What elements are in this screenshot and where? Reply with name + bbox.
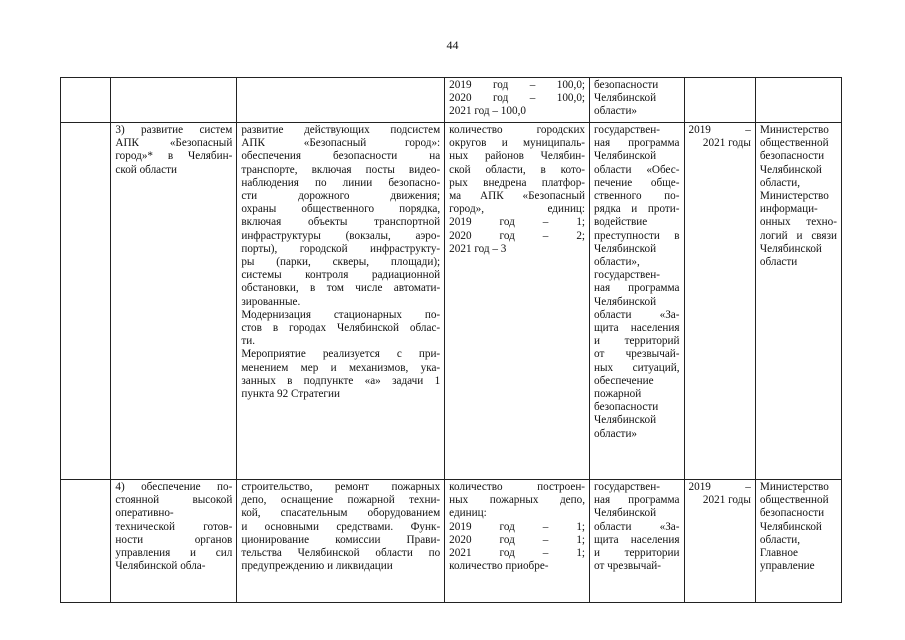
cell-line: 2019 –	[688, 481, 751, 493]
cell-responsible	[755, 480, 841, 603]
cell-line: области»	[594, 105, 638, 118]
cell-line: 4) обеспечение по-	[115, 481, 233, 493]
cell-line: город»* в Челябин-	[115, 150, 233, 163]
cell-line: государствен-	[594, 269, 660, 282]
cell-line: общественной	[759, 494, 829, 507]
cell-line: области,	[759, 176, 801, 189]
cell-line: 2021 год – 100,0	[449, 105, 526, 118]
cell-line: ная программа	[594, 494, 680, 507]
cell-task	[111, 78, 237, 123]
cell-line: 2021 годы	[702, 494, 751, 507]
cell-line: обстановки, в том числе автомати-	[241, 282, 441, 295]
cell-line: развитие действующих подсистем	[241, 124, 441, 136]
table-row	[61, 123, 842, 480]
cell-line: 2021 годы	[702, 137, 751, 150]
cell-line: водействие	[594, 216, 648, 229]
cell-line: 2020 год – 2;	[449, 229, 586, 242]
cell-line: 2019 год – 1;	[449, 520, 586, 533]
cell-task	[111, 123, 237, 480]
cell-line: области «За-	[594, 520, 680, 533]
cell-line: преступности в	[594, 229, 680, 242]
cell-line: ры (парки, скверы, площади);	[241, 256, 441, 269]
cell-line: области»,	[594, 256, 640, 269]
cell-line: области	[759, 256, 798, 269]
cell-line: охраны общественного порядка,	[241, 203, 441, 216]
cell-line: и территорий	[594, 335, 680, 348]
cell-line: Челябинской	[594, 150, 657, 163]
cell-line: предупреждению и ликвидации	[241, 560, 393, 573]
cell-indicators	[445, 480, 590, 603]
cell-indicators	[445, 78, 590, 123]
table-row	[61, 480, 842, 603]
cell-line: безопасности	[594, 401, 659, 414]
cell-line: ти.	[241, 335, 256, 348]
cell-line: ных ситуаций,	[594, 361, 680, 374]
cell-line: тельства Челябинской области по	[241, 547, 441, 560]
cell-line: Челябинской	[759, 242, 822, 255]
cell-measures	[237, 123, 445, 480]
cell-line: количество построен-	[449, 481, 586, 493]
cell-line: 2021 год – 3	[449, 242, 507, 255]
cell-line: области,	[759, 533, 801, 546]
cell-responsible	[755, 123, 841, 480]
cell-line: ная программа	[594, 137, 680, 150]
cell-line: Челябинской	[594, 507, 657, 520]
cell-line: ционирование комиссии Прави-	[241, 533, 441, 546]
cell-line: и территории	[594, 547, 680, 560]
cell-line: АПК «Безопасный город»:	[241, 137, 441, 150]
cell-line: АПК «Безопасный	[115, 137, 233, 150]
cell-line: безопасности	[759, 150, 825, 163]
cell-line: и основными средствами. Функ-	[241, 520, 441, 533]
cell-line: единиц:	[449, 507, 487, 520]
cell-line: порты), городской инфраструкту-	[241, 242, 441, 255]
cell-line: обеспечение	[594, 374, 654, 387]
cell-line: Челябинской	[594, 414, 657, 427]
cell-line: ственного по-	[594, 190, 680, 203]
cell-line: Министерство	[759, 124, 829, 136]
cell-line: наблюдения по линии безопасно-	[241, 176, 441, 189]
cell-measures	[237, 480, 445, 603]
cell-line: Министерство	[759, 190, 829, 203]
cell-line: от чрезвычай-	[594, 348, 680, 361]
cell-line: государствен-	[594, 481, 660, 493]
cell-line: Мероприятие реализуется с при-	[241, 348, 441, 361]
cell-line: Челябинской	[594, 92, 657, 105]
cell-line: области «За-	[594, 308, 680, 321]
cell-line: 2021 год – 1;	[449, 547, 586, 560]
cell-line: 2019 год – 100,0;	[449, 79, 586, 91]
cell-line: обеспечения безопасности на	[241, 150, 441, 163]
cell-line: 3) развитие систем	[115, 124, 233, 136]
strategy-table	[60, 77, 842, 603]
cell-line: ской области	[115, 163, 177, 176]
cell-line: от чрезвычай-	[594, 560, 662, 573]
cell-line: 2020 год – 1;	[449, 533, 586, 546]
cell-number	[61, 78, 111, 123]
cell-line: ная программа	[594, 282, 680, 295]
cell-line: области»	[594, 427, 638, 440]
cell-line: государствен-	[594, 124, 660, 136]
cell-line: зированные.	[241, 295, 301, 308]
cell-line: сти дорожного движения;	[241, 190, 441, 203]
cell-line: количество городских	[449, 124, 586, 136]
cell-line: 2019 год – 1;	[449, 216, 586, 229]
cell-line: области «Обес-	[594, 163, 680, 176]
cell-line: округов и муниципаль-	[449, 137, 586, 150]
page-number: 44	[446, 38, 459, 52]
cell-line: общественной	[759, 137, 829, 150]
cell-line: пункта 92 Стратегии	[241, 388, 340, 401]
cell-measures	[237, 78, 445, 123]
cell-line: 2020 год – 100,0;	[449, 92, 586, 105]
cell-program	[590, 78, 684, 123]
cell-line: технической готов-	[115, 520, 233, 533]
cell-line: 2019 –	[688, 124, 751, 136]
cell-line: депо, оснащение пожарной техни-	[241, 494, 441, 507]
cell-line: безопасности	[594, 79, 659, 91]
cell-line: онных техно-	[759, 216, 837, 229]
cell-period	[684, 78, 755, 123]
cell-task	[111, 480, 237, 603]
cell-line: Главное	[759, 547, 799, 560]
cell-line: занных в подпункте «а» задачи 1	[241, 374, 441, 387]
cell-line: Модернизация стационарных по-	[241, 308, 441, 321]
cell-line: Челябинской обла-	[115, 560, 206, 573]
cell-period	[684, 123, 755, 480]
cell-program	[590, 123, 684, 480]
cell-line: ных пожарных депо,	[449, 494, 586, 507]
cell-line: системы контроля радиационной	[241, 269, 441, 282]
cell-line: рых внедрена платфор-	[449, 176, 586, 189]
cell-line: строительство, ремонт пожарных	[241, 481, 441, 493]
cell-line: рядка и проти-	[594, 203, 680, 216]
cell-line: информаци-	[759, 203, 818, 216]
cell-line: ности органов	[115, 533, 233, 546]
cell-line: управления и сил	[115, 547, 233, 560]
cell-line: количество приобре-	[449, 560, 549, 573]
cell-line: Челябинской	[759, 520, 822, 533]
cell-indicators	[445, 123, 590, 480]
cell-period	[684, 480, 755, 603]
cell-line: ных районов Челябин-	[449, 150, 586, 163]
cell-line: Челябинской	[594, 295, 657, 308]
cell-line: включая объекты транспортной	[241, 216, 441, 229]
table-row	[61, 78, 842, 123]
cell-line: Челябинской	[759, 163, 822, 176]
cell-line: печение обще-	[594, 176, 680, 189]
cell-line: ской области, в кото-	[449, 163, 586, 176]
cell-line: кой, спасательным оборудованием	[241, 507, 441, 520]
cell-line: стов в городах Челябинской облас-	[241, 322, 441, 335]
cell-line: логий и связи	[759, 229, 837, 242]
cell-line: щита населения	[594, 322, 680, 335]
cell-line: инфраструктуры (вокзалы, аэро-	[241, 229, 441, 242]
cell-line: стоянной высокой	[115, 494, 233, 507]
cell-line: менением мер и механизмов, ука-	[241, 361, 441, 374]
cell-line: ма АПК «Безопасный	[449, 190, 586, 203]
cell-line: транспорте, включая посты видео-	[241, 163, 441, 176]
cell-line: щита населения	[594, 533, 680, 546]
cell-responsible	[755, 78, 841, 123]
cell-line: безопасности	[759, 507, 825, 520]
cell-line: Челябинской	[594, 242, 657, 255]
cell-number	[61, 123, 111, 480]
cell-line: управление	[759, 560, 815, 573]
cell-line: оперативно-	[115, 507, 174, 520]
cell-line: город», единиц:	[449, 203, 586, 216]
cell-line: пожарной	[594, 388, 642, 401]
cell-program	[590, 480, 684, 603]
cell-number	[61, 480, 111, 603]
cell-line: Министерство	[759, 481, 829, 493]
